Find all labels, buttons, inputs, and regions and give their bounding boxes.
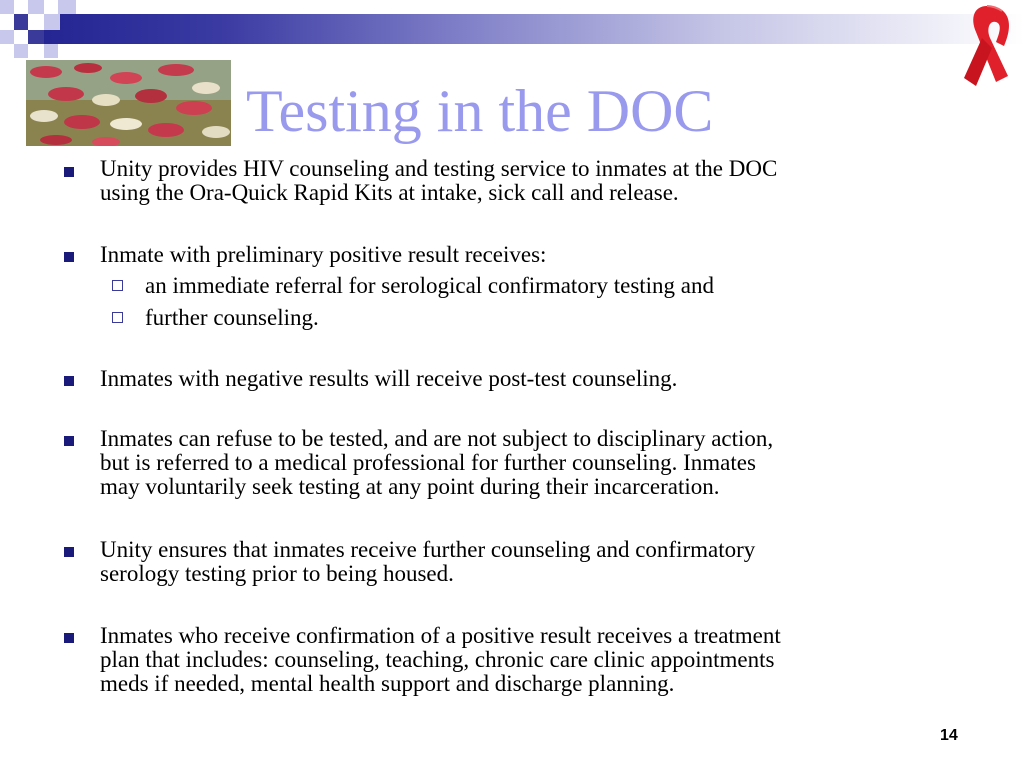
bullet-marker [64, 547, 74, 557]
bullet-item [100, 538, 950, 586]
decor-square [28, 14, 44, 30]
bullet-line: Unity provides HIV counseling and testing service to inmates at the DOC [100, 156, 778, 181]
red-ribbon-icon [952, 2, 1022, 98]
bullet-marker [64, 633, 74, 643]
bullet-line: serology testing prior to being housed. [100, 561, 454, 586]
sub-bullet-marker [112, 312, 123, 323]
bullet-line: using the Ora-Quick Rapid Kits at intake, sick call and release. [100, 180, 679, 205]
bullet-marker [64, 252, 74, 262]
decor-square [28, 30, 44, 44]
page-number: 14 [940, 727, 958, 744]
decor-square [14, 30, 28, 44]
decor-square [14, 14, 28, 30]
bullet-line: Inmates who receive confirmation of a positive result receives a treatment [100, 623, 781, 648]
decor-square [14, 44, 28, 58]
decor-square [0, 0, 14, 14]
bullet-line: may voluntarily seek testing at any point during their incarceration. [100, 474, 720, 499]
decor-square [44, 44, 58, 58]
bullet-marker [64, 376, 74, 386]
sub-bullet-item: an immediate referral for serological confirmatory testing and [145, 273, 715, 298]
bullet-item [100, 243, 950, 267]
decor-square [58, 0, 76, 14]
decor-square [14, 0, 28, 14]
bullet-marker [64, 436, 74, 446]
decor-square [0, 14, 14, 30]
sub-bullet-item: further counseling. [145, 305, 319, 330]
bullet-line: but is referred to a medical professional for further counseling. Inmates [100, 450, 756, 475]
bullet-line: plan that includes: counseling, teaching, chronic care clinic appointments [100, 647, 775, 672]
bullet-item [100, 427, 950, 499]
header-gradient-band [0, 14, 1024, 44]
bullet-line: meds if needed, mental health support and discharge planning. [100, 671, 675, 696]
bullet-line: Inmates can refuse to be tested, and are not subject to disciplinary action, [100, 426, 774, 451]
slide-title: Testing in the DOC [246, 78, 714, 144]
decor-square [28, 44, 44, 58]
blood-cells-image [26, 60, 231, 146]
bullet-line: Inmate with preliminary positive result receives: [100, 242, 547, 267]
decor-square [44, 14, 60, 30]
bullet-marker [64, 167, 74, 177]
bullet-line: Inmates with negative results will receive post-test counseling. [100, 366, 678, 391]
decor-square [0, 30, 14, 44]
bullet-item [100, 367, 950, 391]
bullet-item [100, 624, 950, 696]
decor-square [44, 0, 58, 14]
sub-bullet-marker [112, 280, 123, 291]
bullet-line: Unity ensures that inmates receive further counseling and confirmatory [100, 537, 756, 562]
bullet-item [100, 157, 950, 205]
